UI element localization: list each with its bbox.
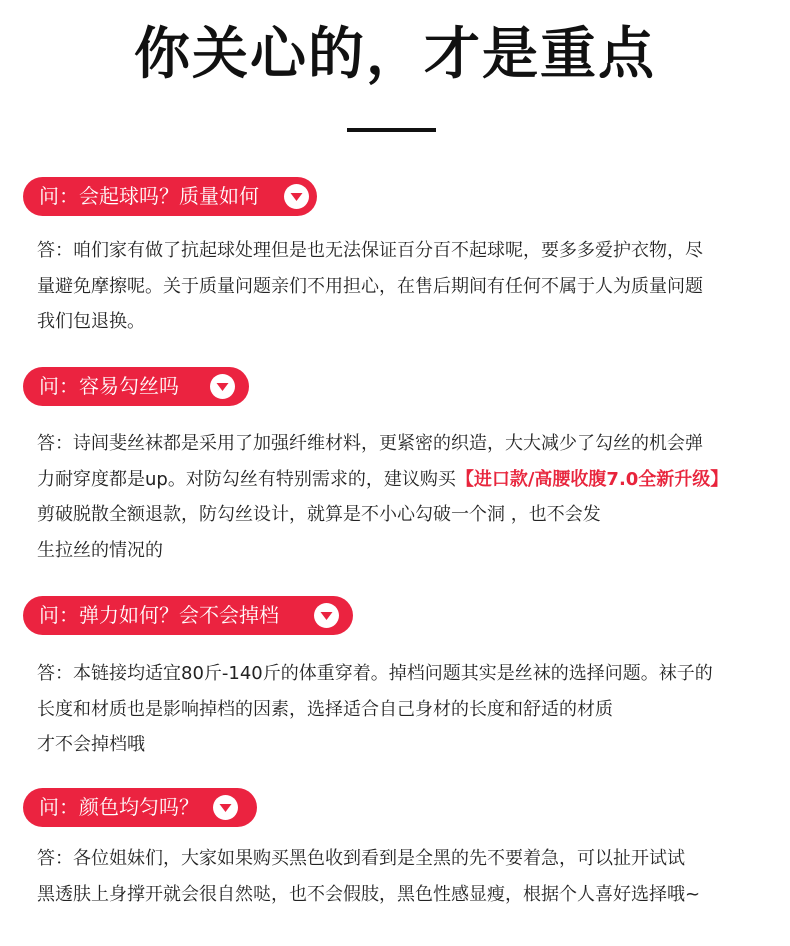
chevron-down-icon bbox=[284, 184, 309, 209]
answer-line bbox=[37, 462, 782, 498]
chevron-down-icon bbox=[213, 795, 238, 820]
answer-snagging bbox=[37, 426, 782, 568]
answer-color bbox=[37, 841, 782, 912]
answer-line: 生拉丝的情况的 bbox=[37, 539, 163, 561]
question-badge-color bbox=[23, 788, 257, 827]
answer-text: 力耐穿度都是up。对防勾丝有特别需求的，建议购买 bbox=[37, 468, 456, 490]
answer-line: 答：咱们家有做了抗起球处理但是也无法保证百分百不起球呢，要多多爱护衣物，尽 bbox=[37, 240, 703, 261]
question-text: 问：弹力如何？会不会掉档 bbox=[39, 603, 279, 627]
answer-line: 我们包退换。 bbox=[37, 311, 145, 332]
title-underline bbox=[347, 128, 436, 132]
question-badge-pilling bbox=[23, 177, 317, 216]
page-title: 你关心的，才是重点 bbox=[134, 22, 656, 87]
question-text: 问：会起球吗？质量如何 bbox=[39, 184, 259, 208]
chevron-down-icon bbox=[314, 603, 339, 628]
answer-line: 长度和材质也是影响掉档的因素，选择适合自己身材的长度和舒适的材质 bbox=[37, 698, 613, 720]
chevron-down-icon bbox=[210, 374, 235, 399]
answer-line: 才不会掉档哦 bbox=[37, 734, 145, 755]
answer-pilling bbox=[37, 233, 782, 340]
answer-line: 剪破脱散全额退款，防勾丝设计，就算是不小心勾破一个洞 ，也不会发 bbox=[37, 504, 601, 525]
question-badge-snagging bbox=[23, 367, 249, 406]
question-text: 问：容易勾丝吗 bbox=[39, 374, 179, 398]
answer-line: 量避免摩擦呢。关于质量问题亲们不用担心，在售后期间有任何不属于人为质量问题 bbox=[37, 275, 703, 297]
answer-line: 答：诗闾斐丝袜都是采用了加强纤维材料，更紧密的织造，大大减少了勾丝的机会弹 bbox=[37, 433, 703, 454]
product-highlight-link[interactable]: 【进口款/高腰收腹7.0全新升级】 bbox=[455, 468, 729, 490]
answer-line: 答：本链接均适宜80斤-140斤的体重穿着。掉档问题其实是丝袜的选择问题。袜子的 bbox=[37, 663, 713, 684]
answer-line: 答：各位姐妹们，大家如果购买黑色收到看到是全黑的先不要着急，可以扯开试试 bbox=[37, 848, 685, 869]
question-text: 问：颜色均匀吗？ bbox=[39, 795, 199, 819]
question-badge-elasticity bbox=[23, 596, 353, 635]
answer-line: 黑透肤上身撑开就会很自然哒，也不会假肢，黑色性感显瘦，根据个人喜好选择哦~ bbox=[37, 883, 701, 905]
answer-elasticity bbox=[37, 656, 782, 763]
